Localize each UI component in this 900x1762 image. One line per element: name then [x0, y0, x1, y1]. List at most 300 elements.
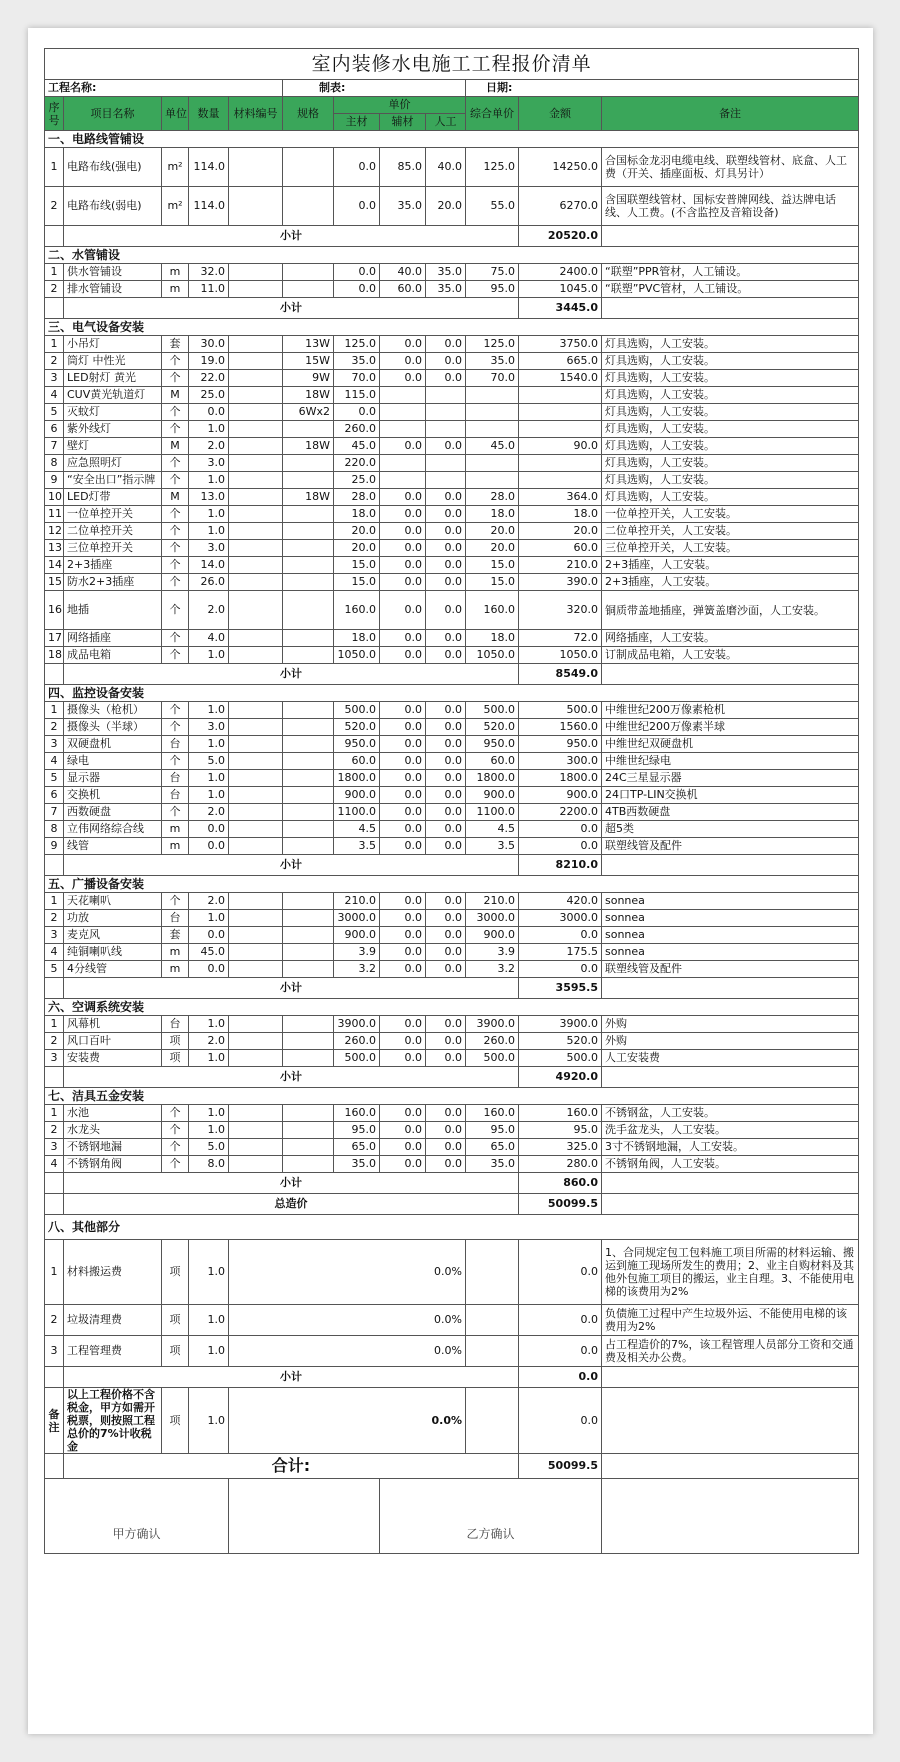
item-unit: 台 [162, 770, 189, 787]
table-row [45, 804, 859, 821]
price-combined: 95.0 [466, 281, 519, 298]
item-spec [283, 1122, 334, 1139]
item-unit: 套 [162, 336, 189, 353]
item-unit: 个 [162, 804, 189, 821]
total-label: 总造价 [64, 1194, 519, 1215]
item-note: 灯具选购，人工安装。 [602, 404, 859, 421]
price-labor: 0.0 [426, 719, 466, 736]
item-qty: 1.0 [189, 1240, 229, 1305]
item-code [229, 753, 283, 770]
price-main: 220.0 [334, 455, 380, 472]
item-unit: 个 [162, 421, 189, 438]
subtotal-blank [45, 1173, 64, 1194]
item-spec [283, 523, 334, 540]
price-aux [380, 455, 426, 472]
item-note: 含国联塑线管材、国标安普牌网线、益达牌电话线、人工费。(不含监控及音箱设备) [602, 187, 859, 226]
section-header-row [45, 1215, 859, 1240]
quotation-sheet [28, 28, 873, 1734]
table-row [45, 630, 859, 647]
table-row [45, 893, 859, 910]
table-row [45, 353, 859, 370]
item-unit: 项 [162, 1336, 189, 1367]
item-unit: 个 [162, 1122, 189, 1139]
table-row [45, 489, 859, 506]
item-code [229, 1033, 283, 1050]
price-labor: 0.0 [426, 1156, 466, 1173]
item-code [229, 893, 283, 910]
item-qty: 1.0 [189, 787, 229, 804]
item-code [229, 281, 283, 298]
item-code [229, 489, 283, 506]
price-aux: 0.0 [380, 893, 426, 910]
item-name: 摄像头（半球） [64, 719, 162, 736]
item-code [229, 540, 283, 557]
item-name: 2+3插座 [64, 557, 162, 574]
item-qty: 1.0 [189, 1016, 229, 1033]
col-header-qty: 数量 [189, 97, 229, 131]
item-spec: 15W [283, 353, 334, 370]
price-labor [426, 404, 466, 421]
table-row [45, 1050, 859, 1067]
row-no: 2 [45, 281, 64, 298]
item-spec [283, 944, 334, 961]
price-labor: 0.0 [426, 702, 466, 719]
item-amount: 520.0 [519, 1033, 602, 1050]
item-note: 订制成品电箱，人工安装。 [602, 647, 859, 664]
item-name: 天花喇叭 [64, 893, 162, 910]
party-a-confirm: 甲方确认 [45, 1479, 229, 1554]
row-no: 5 [45, 961, 64, 978]
item-spec [283, 472, 334, 489]
item-amount: 175.5 [519, 944, 602, 961]
item-qty: 11.0 [189, 281, 229, 298]
item-unit: 个 [162, 404, 189, 421]
subtotal-label: 小计 [64, 855, 519, 876]
item-amount: 364.0 [519, 489, 602, 506]
signature-blank [229, 1479, 380, 1554]
row-no: 3 [45, 1336, 64, 1367]
item-spec [283, 540, 334, 557]
price-aux: 0.0 [380, 1033, 426, 1050]
item-amount: 14250.0 [519, 148, 602, 187]
grand-total-value: 50099.5 [519, 1454, 602, 1479]
item-qty: 4.0 [189, 630, 229, 647]
price-combined: 950.0 [466, 736, 519, 753]
item-note: sonnea [602, 910, 859, 927]
item-name: 排水管铺设 [64, 281, 162, 298]
item-note: 合国标金龙羽电缆电线、联塑线管材、底盒、人工费（开关、插座面板、灯具另计） [602, 148, 859, 187]
item-unit: 台 [162, 736, 189, 753]
table-row [45, 910, 859, 927]
row-no: 10 [45, 489, 64, 506]
price-combined: 3.2 [466, 961, 519, 978]
item-amount: 665.0 [519, 353, 602, 370]
row-no: 2 [45, 910, 64, 927]
price-aux: 0.0 [380, 557, 426, 574]
table-row [45, 1122, 859, 1139]
price-aux: 0.0 [380, 910, 426, 927]
item-rate: 0.0% [229, 1305, 466, 1336]
item-spec [283, 702, 334, 719]
total-blank [45, 1194, 64, 1215]
subtotal-note-blank [602, 855, 859, 876]
subtotal-note-blank [602, 1173, 859, 1194]
subtotal-value: 3595.5 [519, 978, 602, 999]
item-unit: m [162, 961, 189, 978]
price-combined: 3900.0 [466, 1016, 519, 1033]
row-no: 1 [45, 264, 64, 281]
price-labor: 0.0 [426, 1016, 466, 1033]
price-combined: 1800.0 [466, 770, 519, 787]
price-labor: 0.0 [426, 770, 466, 787]
item-unit: 个 [162, 370, 189, 387]
price-aux [380, 387, 426, 404]
row-no: 1 [45, 1105, 64, 1122]
price-aux: 0.0 [380, 574, 426, 591]
subtotal-blank [45, 1067, 64, 1088]
item-qty: 1.0 [189, 910, 229, 927]
price-combined: 520.0 [466, 719, 519, 736]
item-code [229, 910, 283, 927]
table-row [45, 187, 859, 226]
section-header-row [45, 685, 859, 702]
table-row [45, 472, 859, 489]
price-combined: 210.0 [466, 893, 519, 910]
price-labor: 0.0 [426, 961, 466, 978]
signature-note-blank [602, 1479, 859, 1554]
price-main: 3900.0 [334, 1016, 380, 1033]
price-combined: 35.0 [466, 353, 519, 370]
item-note: 灯具选购，人工安装。 [602, 336, 859, 353]
price-labor: 0.0 [426, 944, 466, 961]
item-qty: 2.0 [189, 591, 229, 630]
price-labor: 0.0 [426, 647, 466, 664]
item-spec [283, 1139, 334, 1156]
item-spec [283, 506, 334, 523]
price-aux: 0.0 [380, 753, 426, 770]
item-spec: 6Wx2 [283, 404, 334, 421]
item-unit: 台 [162, 1016, 189, 1033]
price-aux: 0.0 [380, 647, 426, 664]
price-main: 1800.0 [334, 770, 380, 787]
item-unit: 个 [162, 523, 189, 540]
price-aux: 0.0 [380, 1156, 426, 1173]
item-qty: 3.0 [189, 540, 229, 557]
col-header-aux: 辅材 [380, 114, 426, 131]
price-labor: 35.0 [426, 281, 466, 298]
item-note: 灯具选购，人工安装。 [602, 353, 859, 370]
item-name: 垃圾清理费 [64, 1305, 162, 1336]
item-note: 灯具选购，人工安装。 [602, 438, 859, 455]
item-unit: 项 [162, 1305, 189, 1336]
item-name: 4分线管 [64, 961, 162, 978]
item-note: 外购 [602, 1033, 859, 1050]
table-row [45, 787, 859, 804]
item-unit: m [162, 264, 189, 281]
row-no: 1 [45, 336, 64, 353]
price-combined: 15.0 [466, 574, 519, 591]
item-qty: 1.0 [189, 506, 229, 523]
table-row [45, 574, 859, 591]
section-title: 六、空调系统安装 [45, 999, 859, 1016]
row-no: 2 [45, 1122, 64, 1139]
item-code [229, 472, 283, 489]
item-code [229, 1122, 283, 1139]
item-name: 电路布线(强电) [64, 148, 162, 187]
table-row [45, 1336, 859, 1367]
row-no: 8 [45, 455, 64, 472]
table-row [45, 1240, 859, 1305]
price-aux [380, 421, 426, 438]
item-note: 4TB西数硬盘 [602, 804, 859, 821]
item-name: 地插 [64, 591, 162, 630]
item-qty: 26.0 [189, 574, 229, 591]
item-name: 成品电箱 [64, 647, 162, 664]
col-header-code: 材料编号 [229, 97, 283, 131]
item-name: 不锈钢地漏 [64, 1139, 162, 1156]
item-name: LED射灯 黄光 [64, 370, 162, 387]
item-note: sonnea [602, 927, 859, 944]
item-amount: 900.0 [519, 787, 602, 804]
item-blank [466, 1240, 519, 1305]
price-combined [466, 404, 519, 421]
item-code [229, 647, 283, 664]
item-code [229, 438, 283, 455]
price-combined: 70.0 [466, 370, 519, 387]
total-note-blank [602, 1194, 859, 1215]
item-note: 中维世纪绿电 [602, 753, 859, 770]
table-row [45, 591, 859, 630]
table-row [45, 540, 859, 557]
item-code [229, 770, 283, 787]
item-unit: 个 [162, 540, 189, 557]
price-aux: 0.0 [380, 1016, 426, 1033]
item-qty: 2.0 [189, 893, 229, 910]
col-header-spec: 规格 [283, 97, 334, 131]
item-amount: 390.0 [519, 574, 602, 591]
price-labor: 0.0 [426, 557, 466, 574]
price-combined: 18.0 [466, 506, 519, 523]
price-main: 20.0 [334, 523, 380, 540]
price-labor: 0.0 [426, 1122, 466, 1139]
subtotal-row [45, 855, 859, 876]
row-no: 3 [45, 370, 64, 387]
item-code [229, 455, 283, 472]
item-amount: 0.0 [519, 961, 602, 978]
subtotal-blank [45, 664, 64, 685]
item-spec: 18W [283, 438, 334, 455]
table-row [45, 647, 859, 664]
item-qty: 1.0 [189, 702, 229, 719]
item-name: CUV黄光轨道灯 [64, 387, 162, 404]
item-amount: 90.0 [519, 438, 602, 455]
price-aux: 0.0 [380, 506, 426, 523]
price-combined: 18.0 [466, 630, 519, 647]
item-qty: 1.0 [189, 1050, 229, 1067]
price-labor: 0.0 [426, 540, 466, 557]
price-labor: 0.0 [426, 336, 466, 353]
price-main: 900.0 [334, 927, 380, 944]
item-note: 3寸不锈钢地漏，人工安装。 [602, 1139, 859, 1156]
row-no: 1 [45, 1016, 64, 1033]
remark-amount: 0.0 [519, 1388, 602, 1454]
remark-blank [466, 1388, 519, 1454]
item-amount: 0.0 [519, 821, 602, 838]
item-qty: 2.0 [189, 804, 229, 821]
subtotal-row [45, 298, 859, 319]
table-row [45, 961, 859, 978]
item-spec [283, 736, 334, 753]
price-combined: 65.0 [466, 1139, 519, 1156]
row-no: 3 [45, 736, 64, 753]
table-row [45, 1139, 859, 1156]
table-row [45, 336, 859, 353]
item-spec [283, 1016, 334, 1033]
row-no: 6 [45, 421, 64, 438]
item-blank [466, 1305, 519, 1336]
price-labor: 40.0 [426, 148, 466, 187]
item-qty: 5.0 [189, 753, 229, 770]
price-labor: 0.0 [426, 353, 466, 370]
price-combined [466, 421, 519, 438]
item-amount: 0.0 [519, 1240, 602, 1305]
item-spec [283, 787, 334, 804]
subtotal-blank [45, 298, 64, 319]
price-labor: 0.0 [426, 506, 466, 523]
row-no: 2 [45, 1033, 64, 1050]
price-labor [426, 387, 466, 404]
subtotal-note-blank [602, 664, 859, 685]
item-code [229, 804, 283, 821]
price-aux: 35.0 [380, 187, 426, 226]
item-spec [283, 838, 334, 855]
item-name: 网络插座 [64, 630, 162, 647]
item-qty: 1.0 [189, 1122, 229, 1139]
item-amount: 1050.0 [519, 647, 602, 664]
item-note: 中维世纪200万像素半球 [602, 719, 859, 736]
price-combined: 3000.0 [466, 910, 519, 927]
item-code [229, 336, 283, 353]
section-title: 四、监控设备安装 [45, 685, 859, 702]
price-main: 210.0 [334, 893, 380, 910]
total-value: 50099.5 [519, 1194, 602, 1215]
item-name: 摄像头（枪机） [64, 702, 162, 719]
col-header-main: 主材 [334, 114, 380, 131]
item-code [229, 506, 283, 523]
item-amount: 3000.0 [519, 910, 602, 927]
item-amount: 3750.0 [519, 336, 602, 353]
item-spec [283, 281, 334, 298]
item-note: 灯具选购，人工安装。 [602, 370, 859, 387]
price-aux: 0.0 [380, 927, 426, 944]
item-amount: 420.0 [519, 893, 602, 910]
item-code [229, 557, 283, 574]
item-spec [283, 591, 334, 630]
item-amount: 0.0 [519, 1336, 602, 1367]
section-title: 三、电气设备安装 [45, 319, 859, 336]
item-qty: 1.0 [189, 472, 229, 489]
row-no: 13 [45, 540, 64, 557]
item-qty: 14.0 [189, 557, 229, 574]
price-aux: 0.0 [380, 770, 426, 787]
item-spec: 9W [283, 370, 334, 387]
row-no: 14 [45, 557, 64, 574]
price-labor: 0.0 [426, 910, 466, 927]
item-code [229, 630, 283, 647]
price-combined [466, 455, 519, 472]
item-spec [283, 821, 334, 838]
price-aux [380, 404, 426, 421]
item-amount: 0.0 [519, 838, 602, 855]
item-spec: 13W [283, 336, 334, 353]
grand-note-blank [602, 1454, 859, 1479]
price-main: 900.0 [334, 787, 380, 804]
price-labor: 0.0 [426, 893, 466, 910]
table-row [45, 148, 859, 187]
item-amount [519, 472, 602, 489]
row-no: 4 [45, 944, 64, 961]
subtotal-note-blank [602, 226, 859, 247]
price-labor [426, 421, 466, 438]
price-labor: 0.0 [426, 1139, 466, 1156]
remark-note-blank [602, 1388, 859, 1454]
price-main: 0.0 [334, 148, 380, 187]
price-main: 0.0 [334, 281, 380, 298]
item-name: 显示器 [64, 770, 162, 787]
item-unit: 套 [162, 927, 189, 944]
signature-row [45, 1479, 859, 1554]
col-header-unit: 单位 [162, 97, 189, 131]
item-qty: 22.0 [189, 370, 229, 387]
item-unit: 项 [162, 1240, 189, 1305]
item-unit: 个 [162, 353, 189, 370]
item-unit: 个 [162, 591, 189, 630]
item-unit: m² [162, 148, 189, 187]
item-qty: 1.0 [189, 1305, 229, 1336]
row-no: 3 [45, 1050, 64, 1067]
item-note: 不锈钢角阀，人工安装。 [602, 1156, 859, 1173]
row-no: 18 [45, 647, 64, 664]
item-spec [283, 187, 334, 226]
item-spec [283, 1050, 334, 1067]
item-note: 联塑线管及配件 [602, 961, 859, 978]
col-header-amount: 金额 [519, 97, 602, 131]
item-name: 安装费 [64, 1050, 162, 1067]
subtotal-row [45, 1367, 859, 1388]
item-note: 灯具选购，人工安装。 [602, 455, 859, 472]
price-combined: 900.0 [466, 927, 519, 944]
header-row-1 [45, 97, 859, 114]
price-main: 3000.0 [334, 910, 380, 927]
item-name: LED灯带 [64, 489, 162, 506]
price-labor: 0.0 [426, 838, 466, 855]
table-row [45, 421, 859, 438]
item-amount: 2400.0 [519, 264, 602, 281]
item-qty: 13.0 [189, 489, 229, 506]
price-aux: 40.0 [380, 264, 426, 281]
price-main: 35.0 [334, 1156, 380, 1173]
row-no: 5 [45, 404, 64, 421]
item-spec [283, 148, 334, 187]
row-no: 3 [45, 1139, 64, 1156]
item-unit: 个 [162, 455, 189, 472]
subtotal-label: 小计 [64, 1367, 519, 1388]
subtotal-row [45, 664, 859, 685]
item-name: 供水管铺设 [64, 264, 162, 281]
item-amount: 95.0 [519, 1122, 602, 1139]
item-name: 功放 [64, 910, 162, 927]
item-spec [283, 264, 334, 281]
